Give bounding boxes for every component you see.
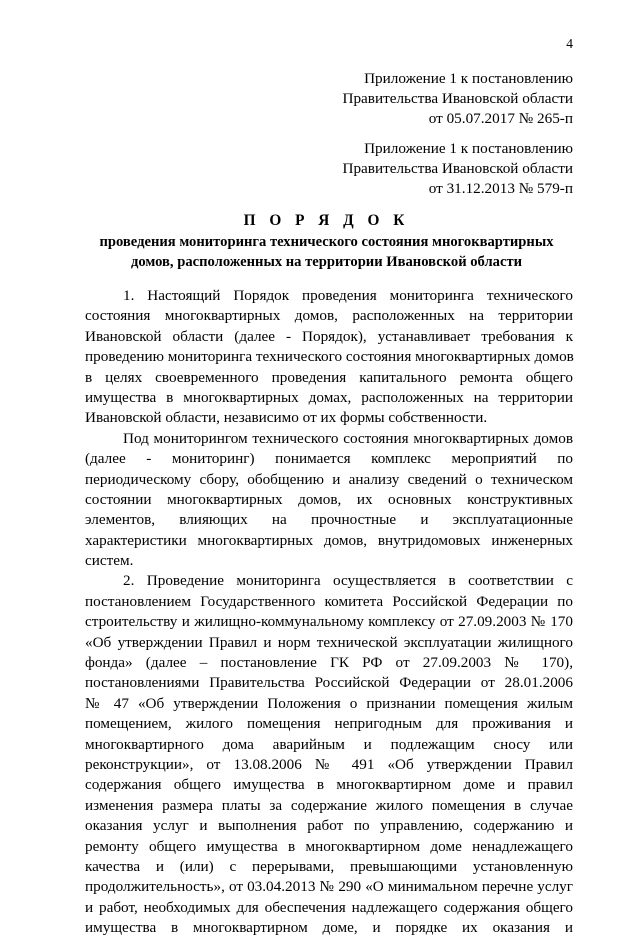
text-line: систем. bbox=[85, 552, 134, 570]
appendix-line: Правительства Ивановской области bbox=[342, 90, 573, 107]
paragraph-1 bbox=[85, 286, 573, 429]
document-body bbox=[85, 286, 573, 939]
text-line: «Об утверждении Правил и норм технической эксплуатации жилищного bbox=[85, 633, 573, 651]
text-line: и работ, необходимых для обеспечения надлежащего содержания общего bbox=[85, 898, 573, 916]
text-line: содержания общего имущества в многоквартирном доме и правил bbox=[85, 776, 573, 794]
paragraph-2 bbox=[85, 429, 573, 572]
text-line: качества и (или) с перерывами, превышающими установленную bbox=[85, 857, 573, 875]
appendix-note-current bbox=[250, 69, 573, 129]
subtitle-line: домов, расположенных на территории Ивановской области bbox=[130, 254, 523, 270]
text-line: Ивановской области (далее - Порядок), устанавливает требования к bbox=[85, 327, 573, 345]
text-line: Ивановской области, независимо от их формы собственности. bbox=[85, 409, 488, 427]
text-line: фонда» (далее – постановление ГК РФ от 27.09.2003 № 170), bbox=[85, 654, 573, 672]
text-line: 1. Настоящий Порядок проведения мониторинга технического bbox=[123, 287, 573, 304]
text-line: имущества в многоквартирном доме, и порядке их оказания и bbox=[85, 919, 573, 937]
text-line: помещением, жилого помещения непригодным для проживания и bbox=[85, 715, 573, 733]
text-line: характеристики многоквартирных домов, внутридомовых инженерных bbox=[85, 531, 573, 549]
appendix-line: от 05.07.2017 № 265-п bbox=[428, 110, 573, 127]
document-title: П О Р Я Д О К bbox=[243, 212, 410, 229]
text-line: элементов, влияющих на прочностные и эксплуатационные bbox=[85, 511, 573, 529]
text-line: оказания услуг и выполнения работ по управлению, содержанию и bbox=[85, 817, 573, 835]
document-subtitle bbox=[80, 232, 573, 272]
page-number: 4 bbox=[566, 36, 573, 51]
text-line: многоквартирного дома аварийным и подлежащим сносу или bbox=[85, 735, 573, 753]
text-line: проведению мониторинга технического состояния многоквартирных домов bbox=[85, 348, 574, 366]
text-line: состояния многоквартирных домов, расположенных на территории bbox=[85, 307, 573, 325]
appendix-line: Приложение 1 к постановлению bbox=[364, 140, 573, 157]
text-line: периодическому сбору, обобщению и анализу сведений о техническом bbox=[85, 470, 573, 488]
text-line: постановлением Государственного комитета Российской Федерации по bbox=[85, 592, 573, 610]
text-line: постановлениями Правительства Российской Федерации от 28.01.2006 bbox=[85, 674, 573, 692]
appendix-line: Приложение 1 к постановлению bbox=[364, 70, 573, 87]
text-line: Под мониторингом технического состояния многоквартирных домов bbox=[123, 429, 573, 447]
text-line: имущества в многоквартирных домах, расположенных на территории bbox=[85, 388, 573, 406]
text-line: в целях своевременного проведения капитального ремонта общего bbox=[85, 368, 573, 386]
text-line: 2. Проведение мониторинга осуществляется в соответствии с bbox=[123, 572, 573, 590]
paragraph-3 bbox=[85, 571, 573, 938]
text-line: изменения размера платы за содержание жилого помещения в случае bbox=[85, 796, 573, 814]
text-line: продолжительность», от 03.04.2013 № 290 «О минимальном перечне услуг bbox=[85, 878, 573, 896]
text-line: № 47 «Об утверждении Положения о признании помещения жилым bbox=[85, 694, 573, 712]
text-line: реконструкции», от 13.08.2006 № 491 «Об утверждении Правил bbox=[85, 755, 573, 773]
text-line: (далее - мониторинг) понимается комплекс мероприятий по bbox=[85, 450, 573, 468]
text-line: состоянии многоквартирных домов, их основных конструктивных bbox=[85, 490, 573, 508]
text-line: строительству и жилищно-коммунальному комплексу от 27.09.2003 № 170 bbox=[85, 613, 573, 631]
appendix-line: Правительства Ивановской области bbox=[342, 160, 573, 177]
subtitle-line: проведения мониторинга технического состояния многоквартирных bbox=[99, 234, 554, 250]
appendix-line: от 31.12.2013 № 579-п bbox=[428, 180, 573, 197]
appendix-note-previous bbox=[250, 139, 573, 199]
text-line: ремонту общего имущества в многоквартирном доме ненадлежащего bbox=[85, 837, 573, 855]
